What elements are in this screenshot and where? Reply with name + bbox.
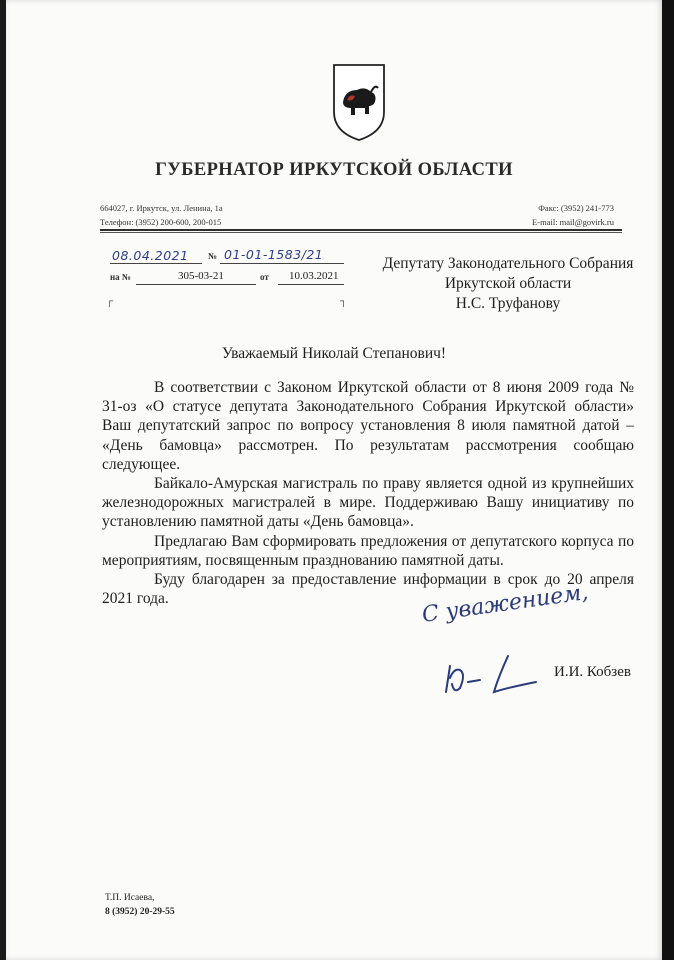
registration-number-line [220, 263, 344, 264]
reply-date: 10.03.2021 [289, 270, 339, 282]
corner-mark-right: ┐ [340, 296, 348, 307]
corner-mark-left: ┌ [106, 296, 114, 307]
handwritten-signature [436, 648, 554, 700]
registration-date-line [110, 263, 202, 264]
executor-name: Т.П. Исаева, [105, 893, 155, 903]
body-paragraph-3: Предлагаю Вам сформировать предложения от депутатского корпуса по мероприятиям, посвященным празднованию памятной даты. [102, 532, 634, 569]
registration-number-label: № [208, 251, 218, 261]
addressee-block [368, 254, 648, 314]
letterhead-email: E-mail: mail@govirk.ru [532, 217, 614, 227]
letterhead-rule [100, 229, 622, 231]
reply-number-line [136, 284, 256, 285]
letterhead-address: 664027, г. Иркутск, ул. Ленина, 1а [100, 203, 223, 213]
reply-number: 305-03-21 [178, 270, 224, 282]
registration-date-handwritten: 08.04.2021 [112, 248, 189, 263]
salutation: Уважаемый Николай Степанович! [221, 345, 447, 362]
letterhead-rule-thin [100, 232, 622, 233]
body-paragraph-4: Буду благодарен за предоставление информации в срок до 20 апреля 2021 года. [102, 571, 634, 608]
addressee-line-1: Депутату Законодательного Собрания [382, 255, 634, 272]
letterhead-phone: Телефон: (3952) 200-600, 200-015 [100, 217, 222, 227]
signer-name: И.И. Кобзев [554, 664, 631, 680]
addressee-name: Н.С. Труфанову [455, 295, 561, 312]
letter-body [102, 378, 634, 608]
handwritten-closing: С уважением, [420, 579, 590, 628]
letter-sheet [6, 0, 662, 960]
irkutsk-coat-of-arms-icon [331, 62, 387, 142]
addressee-line-2: Иркутской области [444, 275, 572, 292]
executor-phone: 8 (3952) 20-29-55 [105, 907, 175, 917]
reply-date-label: от [260, 272, 269, 282]
registration-number-handwritten: 01-01-1583/21 [224, 247, 324, 262]
reply-date-line [278, 284, 344, 285]
letterhead-fax: Факс: (3952) 241-773 [538, 203, 614, 213]
letterhead-title: ГУБЕРНАТОР ИРКУТСКОЙ ОБЛАСТИ [155, 160, 513, 180]
scan-edge [662, 0, 674, 960]
reply-number-label: на № [110, 272, 131, 282]
body-paragraph-2: Байкало-Амурская магистраль по праву является одной из крупнейших железнодорожных магистралей в мире. Поддерживаю Вашу инициативу по установлению памятной даты «День бамовца». [102, 475, 634, 531]
body-paragraph-1: В соответствии с Законом Иркутской области от 8 июня 2009 года № 31-оз «О статусе депутата Законодательного Собрания Иркутской области» Ваш депутатский запрос по вопросу установления 8 июля памятной датой – «День бамовца» рассмотрен. По результатам рассмотрения сообщаю следующее. [102, 379, 634, 473]
